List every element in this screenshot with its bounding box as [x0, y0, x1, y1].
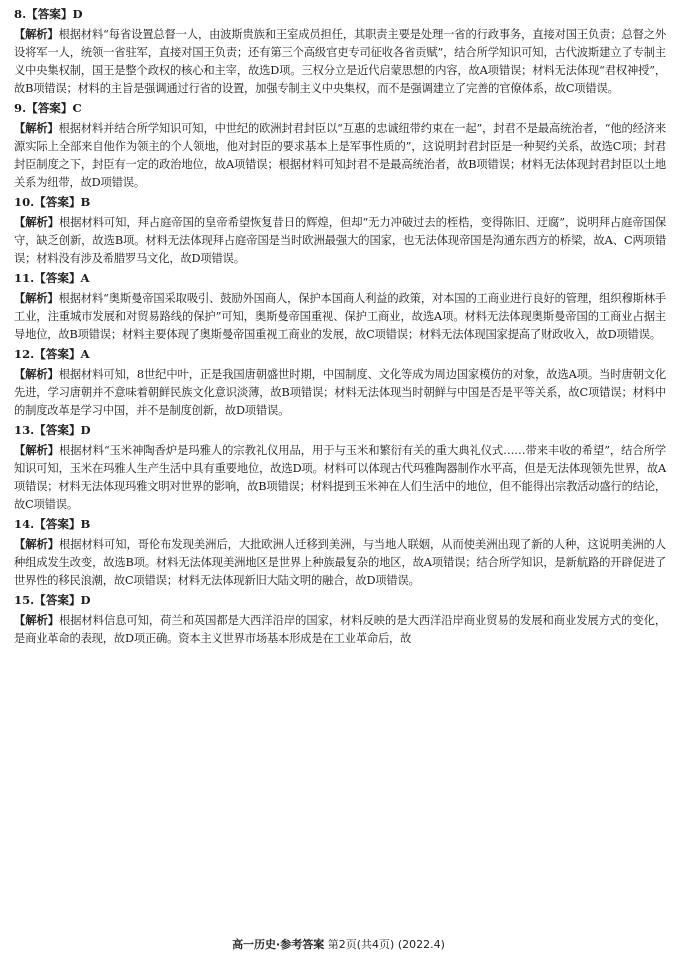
answer-item-10 [14, 194, 666, 268]
analysis-text: 根据材料并结合所学知识可知，中世纪的欧洲封君封臣以“互惠的忠诚纽带约束在一起”，封君不是最高统治者，“他的经济来源实际上全部来自他作为领主的个人领地，他对封臣的要求基本上是军事性质的”，这说明封君封臣是一种契约关系，故选C项；封君封臣制度之下，封臣有一定的政治地位，故A项错误；根据材料可知封君不是最高统治者，故B项错误；材料无法体现封君封臣以土地关系为纽带，故D项错误。 [14, 122, 666, 189]
analysis-tag: 【解析】 [14, 291, 59, 305]
analysis-tag: 【解析】 [14, 537, 59, 551]
answer-item-9 [14, 100, 666, 192]
analysis-text: 根据材料“每省设置总督一人，由波斯贵族和王室成员担任，其职责主要是处理一省的行政事务，直接对国王负责；总督之外设将军一人，统领一省驻军，直接对国王负责；还有第三个高级官吏专司征收各省贡赋”，结合所学知识可知，古代波斯建立了专制主义中央集权制，国王是整个政权的核心和主宰，故选D项。三权分立是近代启蒙思想的内容，故A项错误；材料无法体现“君权神授”，故B项错误；材料的主旨是强调通过行省的设置，加强专制主义中央集权，而不是强调建立了完善的官僚体系，故C项错误。 [14, 28, 667, 95]
page-footer [0, 936, 677, 952]
answer-document [14, 6, 666, 650]
footer-date: (2022.4) [397, 938, 445, 951]
analysis-tag: 【解析】 [14, 613, 59, 627]
analysis-paragraph [14, 213, 666, 268]
analysis-tag: 【解析】 [14, 443, 59, 457]
answer-item-11 [14, 270, 666, 344]
answer-item-15 [14, 592, 666, 648]
answer-heading: 10.【答案】B [14, 195, 91, 209]
analysis-text: 根据材料“玉米神陶香炉是玛雅人的宗教礼仪用品，用于与玉米和繁衍有关的重大典礼仪式……带来丰收的希望”，结合所学知识可知，玉米在玛雅人生产生活中具有重要地位，故选D项。材料可以体现古代玛雅陶器制作水平高，但是无法体现领先世界，故A项错误；材料无法体现玛雅文明对世界的影响，故B项错误；材料提到玉米神在人们生活中的地位，但不能得出宗教活动盛行的结论，故C项错误。 [14, 444, 667, 511]
analysis-text: 根据材料“奥斯曼帝国采取吸引、鼓励外国商人，保护本国商人利益的政策，对本国的工商业进行良好的管理，组织穆斯林手工业，注重城市发展和对贸易路线的保护”可知，奥斯曼帝国重视、保护工商业，故选A项。材料无法体现奥斯曼帝国的工商业占据主导地位，故B项错误；材料主要体现了奥斯曼帝国重视工商业的发展，故C项错误；材料无法体现国家提高了财政收入，故D项错误。 [14, 292, 667, 341]
analysis-paragraph [14, 119, 666, 192]
analysis-paragraph [14, 611, 666, 648]
answer-heading: 12.【答案】A [14, 347, 90, 361]
analysis-tag: 【解析】 [14, 367, 59, 381]
analysis-text: 根据材料信息可知，荷兰和英国都是大西洋沿岸的国家，材料反映的是大西洋沿岸商业贸易的发展和商业发展方式的变化，是商业革命的表现，故D项正确。资本主义世界市场基本形成是在工业革命后，故 [14, 614, 666, 645]
footer-subject: 高一历史·参考答案 [232, 938, 325, 951]
answer-item-13 [14, 422, 666, 514]
answer-heading: 13.【答案】D [14, 423, 91, 437]
analysis-paragraph [14, 441, 666, 514]
analysis-paragraph [14, 365, 666, 420]
footer-page-number: 第2页(共4页) [327, 938, 395, 951]
analysis-tag: 【解析】 [14, 121, 59, 135]
analysis-text: 根据材料可知，8世纪中叶，正是我国唐朝盛世时期，中国制度、文化等成为周边国家模仿的对象，故选A项。当时唐朝文化先进，学习唐朝并不意味着朝鲜民族文化意识淡薄，故B项错误；材料无法体现当时朝鲜与中国是否是平等关系，故C项错误；材料中的制度改革是学习中国，并不是制度创新，故D项错误。 [14, 368, 666, 417]
answer-item-8 [14, 6, 666, 98]
answer-item-14 [14, 516, 666, 590]
analysis-tag: 【解析】 [14, 215, 59, 229]
answer-item-12 [14, 346, 666, 420]
analysis-text: 根据材料可知，哥伦布发现美洲后，大批欧洲人迁移到美洲，与当地人联姻，从而使美洲出现了新的人种，这说明美洲的人种组成发生改变，故选B项。材料无法体现美洲地区是世界上种族最复杂的地区，故A项错误；结合所学知识，是新航路的开辟促进了世界性的移民浪潮，故C项错误；材料无法体现新旧大陆文明的融合，故D项错误。 [14, 538, 666, 587]
answer-heading: 15.【答案】D [14, 593, 91, 607]
analysis-tag: 【解析】 [14, 27, 59, 41]
analysis-paragraph [14, 289, 666, 344]
answer-heading: 14.【答案】B [14, 517, 91, 531]
analysis-paragraph [14, 25, 666, 98]
answer-heading: 11.【答案】A [14, 271, 90, 285]
analysis-paragraph [14, 535, 666, 590]
analysis-text: 根据材料可知，拜占庭帝国的皇帝希望恢复昔日的辉煌，但却“无力冲破过去的桎梏，变得陈旧、迂腐”，说明拜占庭帝国保守，缺乏创新，故选B项。材料无法体现拜占庭帝国是当时欧洲最强大的国家，也无法体现帝国是沟通东西方的桥梁，故A、C两项错误；材料没有涉及希腊罗马文化，故D项错误。 [14, 216, 666, 265]
answer-heading: 8.【答案】D [14, 7, 83, 21]
answer-heading: 9.【答案】C [14, 101, 82, 115]
